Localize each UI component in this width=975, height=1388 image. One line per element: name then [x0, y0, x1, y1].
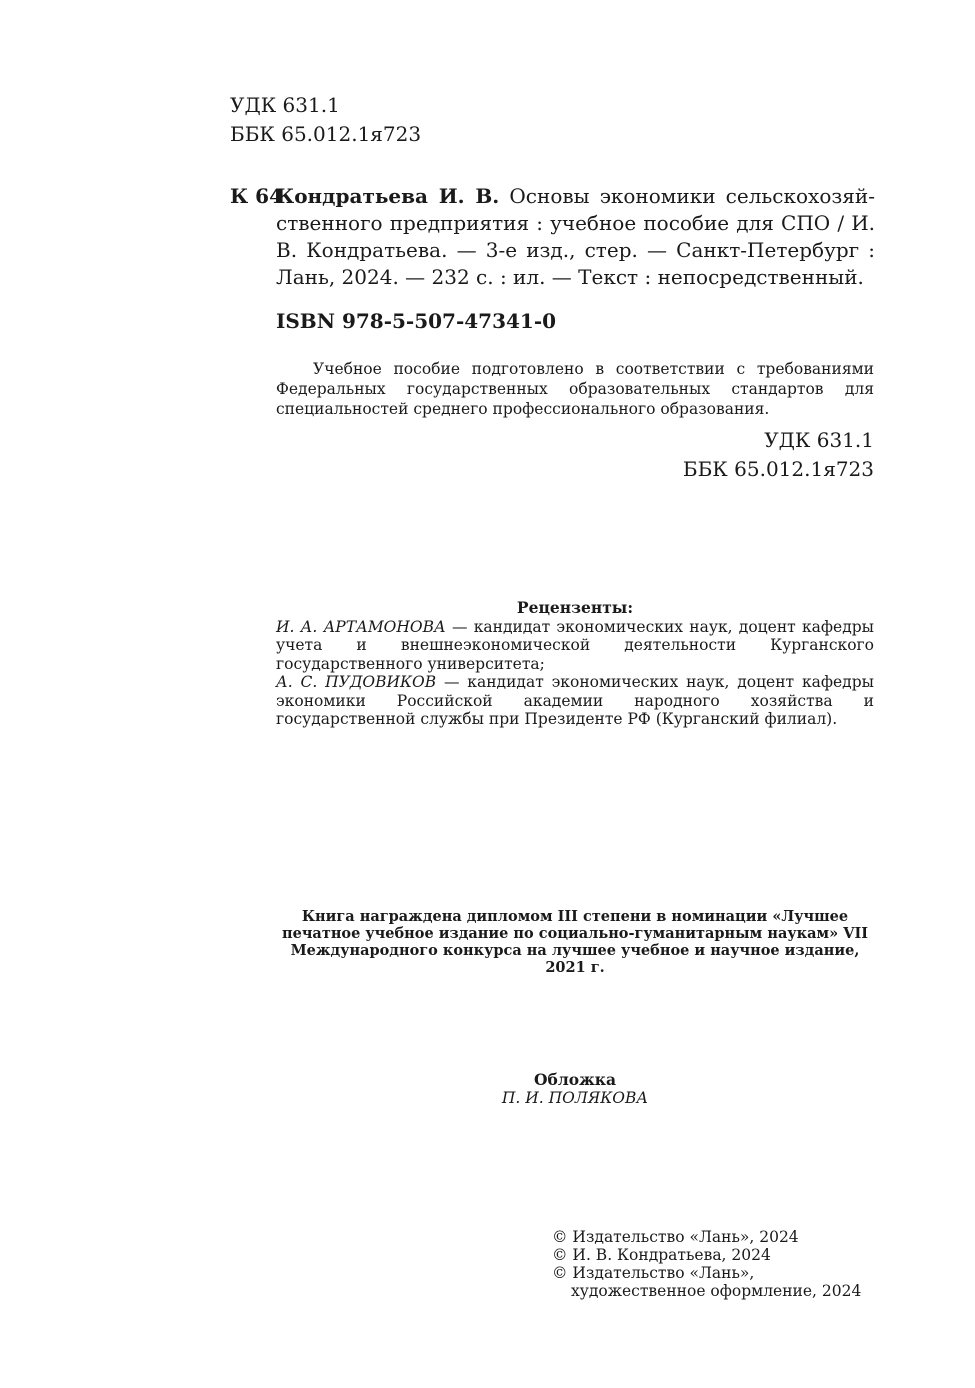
author-mark: К 64 — [230, 184, 283, 208]
annotation: Учебное пособие подготовлено в соответствии с требованиями Федеральных государственных образовательных стандартов для специальностей среднего профессионального образования. — [276, 360, 874, 418]
cover-label: Обложка — [534, 1070, 616, 1089]
classification-right — [640, 426, 874, 484]
award-note: Книга награждена дипломом III степени в номинации «Лучшее печатное учебное издание по социально-гуманитарным наукам» VII Международного конкурса на лучшее учебное и научное издание, 2021 г. — [281, 908, 869, 976]
isbn: ISBN 978-5-507-47341-0 — [276, 309, 557, 333]
copyright-line: художественное оформление, 2024 — [571, 1282, 862, 1300]
reviewer-description: — кандидат экономических наук, доцент кафедры экономики Российской академии народного хозяйства и государственной службы при Президенте РФ (Курганский филиал). — [276, 673, 874, 728]
reviewer-name: А. С. ПУДОВИКОВ — [276, 673, 437, 691]
reviewer-description: — кандидат экономических наук, доцент кафедры учета и внешнеэкономической деятельности Курганского государственного университета; — [276, 617, 874, 673]
author-name: Кондратьева И. В. — [276, 184, 500, 208]
copyright-block — [552, 1228, 861, 1300]
bibliographic-description — [276, 183, 875, 291]
bibliographic-record — [230, 183, 875, 291]
reviewers-title: Рецензенты: — [516, 598, 634, 617]
reviewer-entry — [276, 673, 874, 729]
classification-top — [230, 91, 421, 149]
cover-credit — [276, 1071, 874, 1107]
udk-code: УДК 631.1 — [764, 428, 874, 452]
copyright-line: © Издательство «Лань», — [552, 1264, 755, 1282]
copyright-line: © И. В. Кондратьева, 2024 — [552, 1246, 771, 1264]
reviewers-section — [276, 599, 874, 729]
reviewer-name: И. А. АРТАМОНОВА — [276, 617, 446, 636]
reviewer-entry — [276, 618, 874, 674]
description-text: Основы экономики сельскохозяйственного предприятия : учебное пособие для СПО / И. В. Кондратьева. — 3-е изд., стер. — Санкт-Петербург : Лань, 2024. — 232 с. : ил. — Текст : непосредственный. — [276, 184, 875, 289]
bbk-code: ББК 65.012.1я723 — [230, 122, 422, 146]
bbk-code: ББК 65.012.1я723 — [682, 457, 874, 481]
udk-code: УДК 631.1 — [230, 93, 340, 117]
cover-designer: П. И. ПОЛЯКОВА — [501, 1089, 649, 1107]
copyright-line: © Издательство «Лань», 2024 — [552, 1228, 799, 1246]
